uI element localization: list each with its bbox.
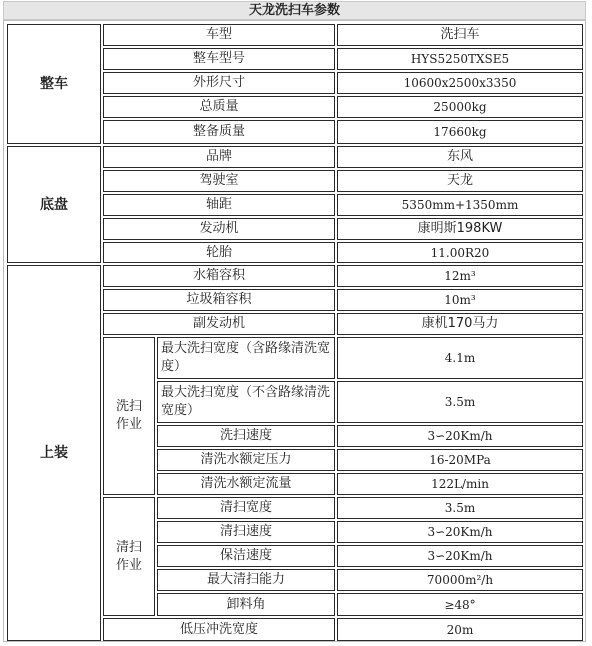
row-label-engine: 发动机 xyxy=(103,218,335,240)
row-label-garbage-tank: 垃圾箱容积 xyxy=(103,289,335,311)
row-value-max-wash-width-excl: 3.5m xyxy=(337,381,583,423)
subgroup-qingsao: 清扫作业 xyxy=(103,497,155,616)
row-value-cleaning-speed: 3∽20Km/h xyxy=(337,545,583,567)
row-value-water-flow: 122L/min xyxy=(337,473,583,495)
row-label-cab: 驾驶室 xyxy=(103,170,335,192)
table-title: 天龙洗扫车参数 xyxy=(3,1,586,20)
row-label-dump-angle: 卸料角 xyxy=(157,593,335,616)
row-value-brand: 东风 xyxy=(337,146,583,168)
row-value-max-sweep-capacity: 70000m²/h xyxy=(337,569,583,591)
row-label-brand: 品牌 xyxy=(103,146,335,168)
row-value-engine: 康明斯198KW xyxy=(337,218,583,240)
row-label-dimensions: 外形尺寸 xyxy=(103,72,335,94)
row-value-tire: 11.00R20 xyxy=(337,242,583,263)
spec-table xyxy=(3,20,586,642)
row-value-vehicle-type: 洗扫车 xyxy=(337,24,583,46)
row-label-low-pressure-width: 低压冲洗宽度 xyxy=(103,618,335,641)
row-value-aux-engine: 康机170马力 xyxy=(337,313,583,335)
row-value-dimensions: 10600x2500x3350 xyxy=(337,72,583,94)
row-label-vehicle-type: 车型 xyxy=(103,24,335,46)
row-value-water-pressure: 16-20MPa xyxy=(337,449,583,471)
row-label-wash-speed: 洗扫速度 xyxy=(157,425,335,447)
row-label-sweep-width: 清扫宽度 xyxy=(157,497,335,519)
row-label-water-tank: 水箱容积 xyxy=(103,265,335,287)
row-label-gross-mass: 总质量 xyxy=(103,96,335,118)
row-label-max-wash-width-incl: 最大洗扫宽度（含路缘清洗宽度） xyxy=(157,337,335,379)
row-value-cab: 天龙 xyxy=(337,170,583,192)
group-dipan: 底盘 xyxy=(7,146,101,263)
row-label-water-flow: 清洗水额定流量 xyxy=(157,473,335,495)
row-label-sweep-speed: 清扫速度 xyxy=(157,521,335,543)
row-value-gross-mass: 25000kg xyxy=(337,96,583,118)
row-label-max-wash-width-excl: 最大洗扫宽度（不含路缘清洗宽度） xyxy=(157,381,335,423)
row-label-cleaning-speed: 保洁速度 xyxy=(157,545,335,567)
row-value-max-wash-width-incl: 4.1m xyxy=(337,337,583,379)
row-value-dump-angle: ≥48° xyxy=(337,593,583,616)
row-value-sweep-width: 3.5m xyxy=(337,497,583,519)
group-zhengche: 整车 xyxy=(7,24,101,144)
row-label-aux-engine: 副发动机 xyxy=(103,313,335,335)
row-value-water-tank: 12m³ xyxy=(337,265,583,287)
row-value-sweep-speed: 3∽20Km/h xyxy=(337,521,583,543)
row-label-wheelbase: 轴距 xyxy=(103,194,335,216)
row-value-wheelbase: 5350mm+1350mm xyxy=(337,194,583,216)
row-label-water-pressure: 清洗水额定压力 xyxy=(157,449,335,471)
row-value-wash-speed: 3∽20Km/h xyxy=(337,425,583,447)
subgroup-xisao: 洗扫作业 xyxy=(103,337,155,495)
row-label-curb-mass: 整备质量 xyxy=(103,120,335,144)
row-value-curb-mass: 17660kg xyxy=(337,120,583,144)
row-value-garbage-tank: 10m³ xyxy=(337,289,583,311)
row-label-model: 整车型号 xyxy=(103,48,335,70)
row-value-model: HYS5250TXSE5 xyxy=(337,48,583,70)
row-label-tire: 轮胎 xyxy=(103,242,335,263)
group-shangzhuang: 上装 xyxy=(7,265,101,641)
row-label-max-sweep-capacity: 最大清扫能力 xyxy=(157,569,335,591)
row-value-low-pressure-width: 20m xyxy=(337,618,583,641)
